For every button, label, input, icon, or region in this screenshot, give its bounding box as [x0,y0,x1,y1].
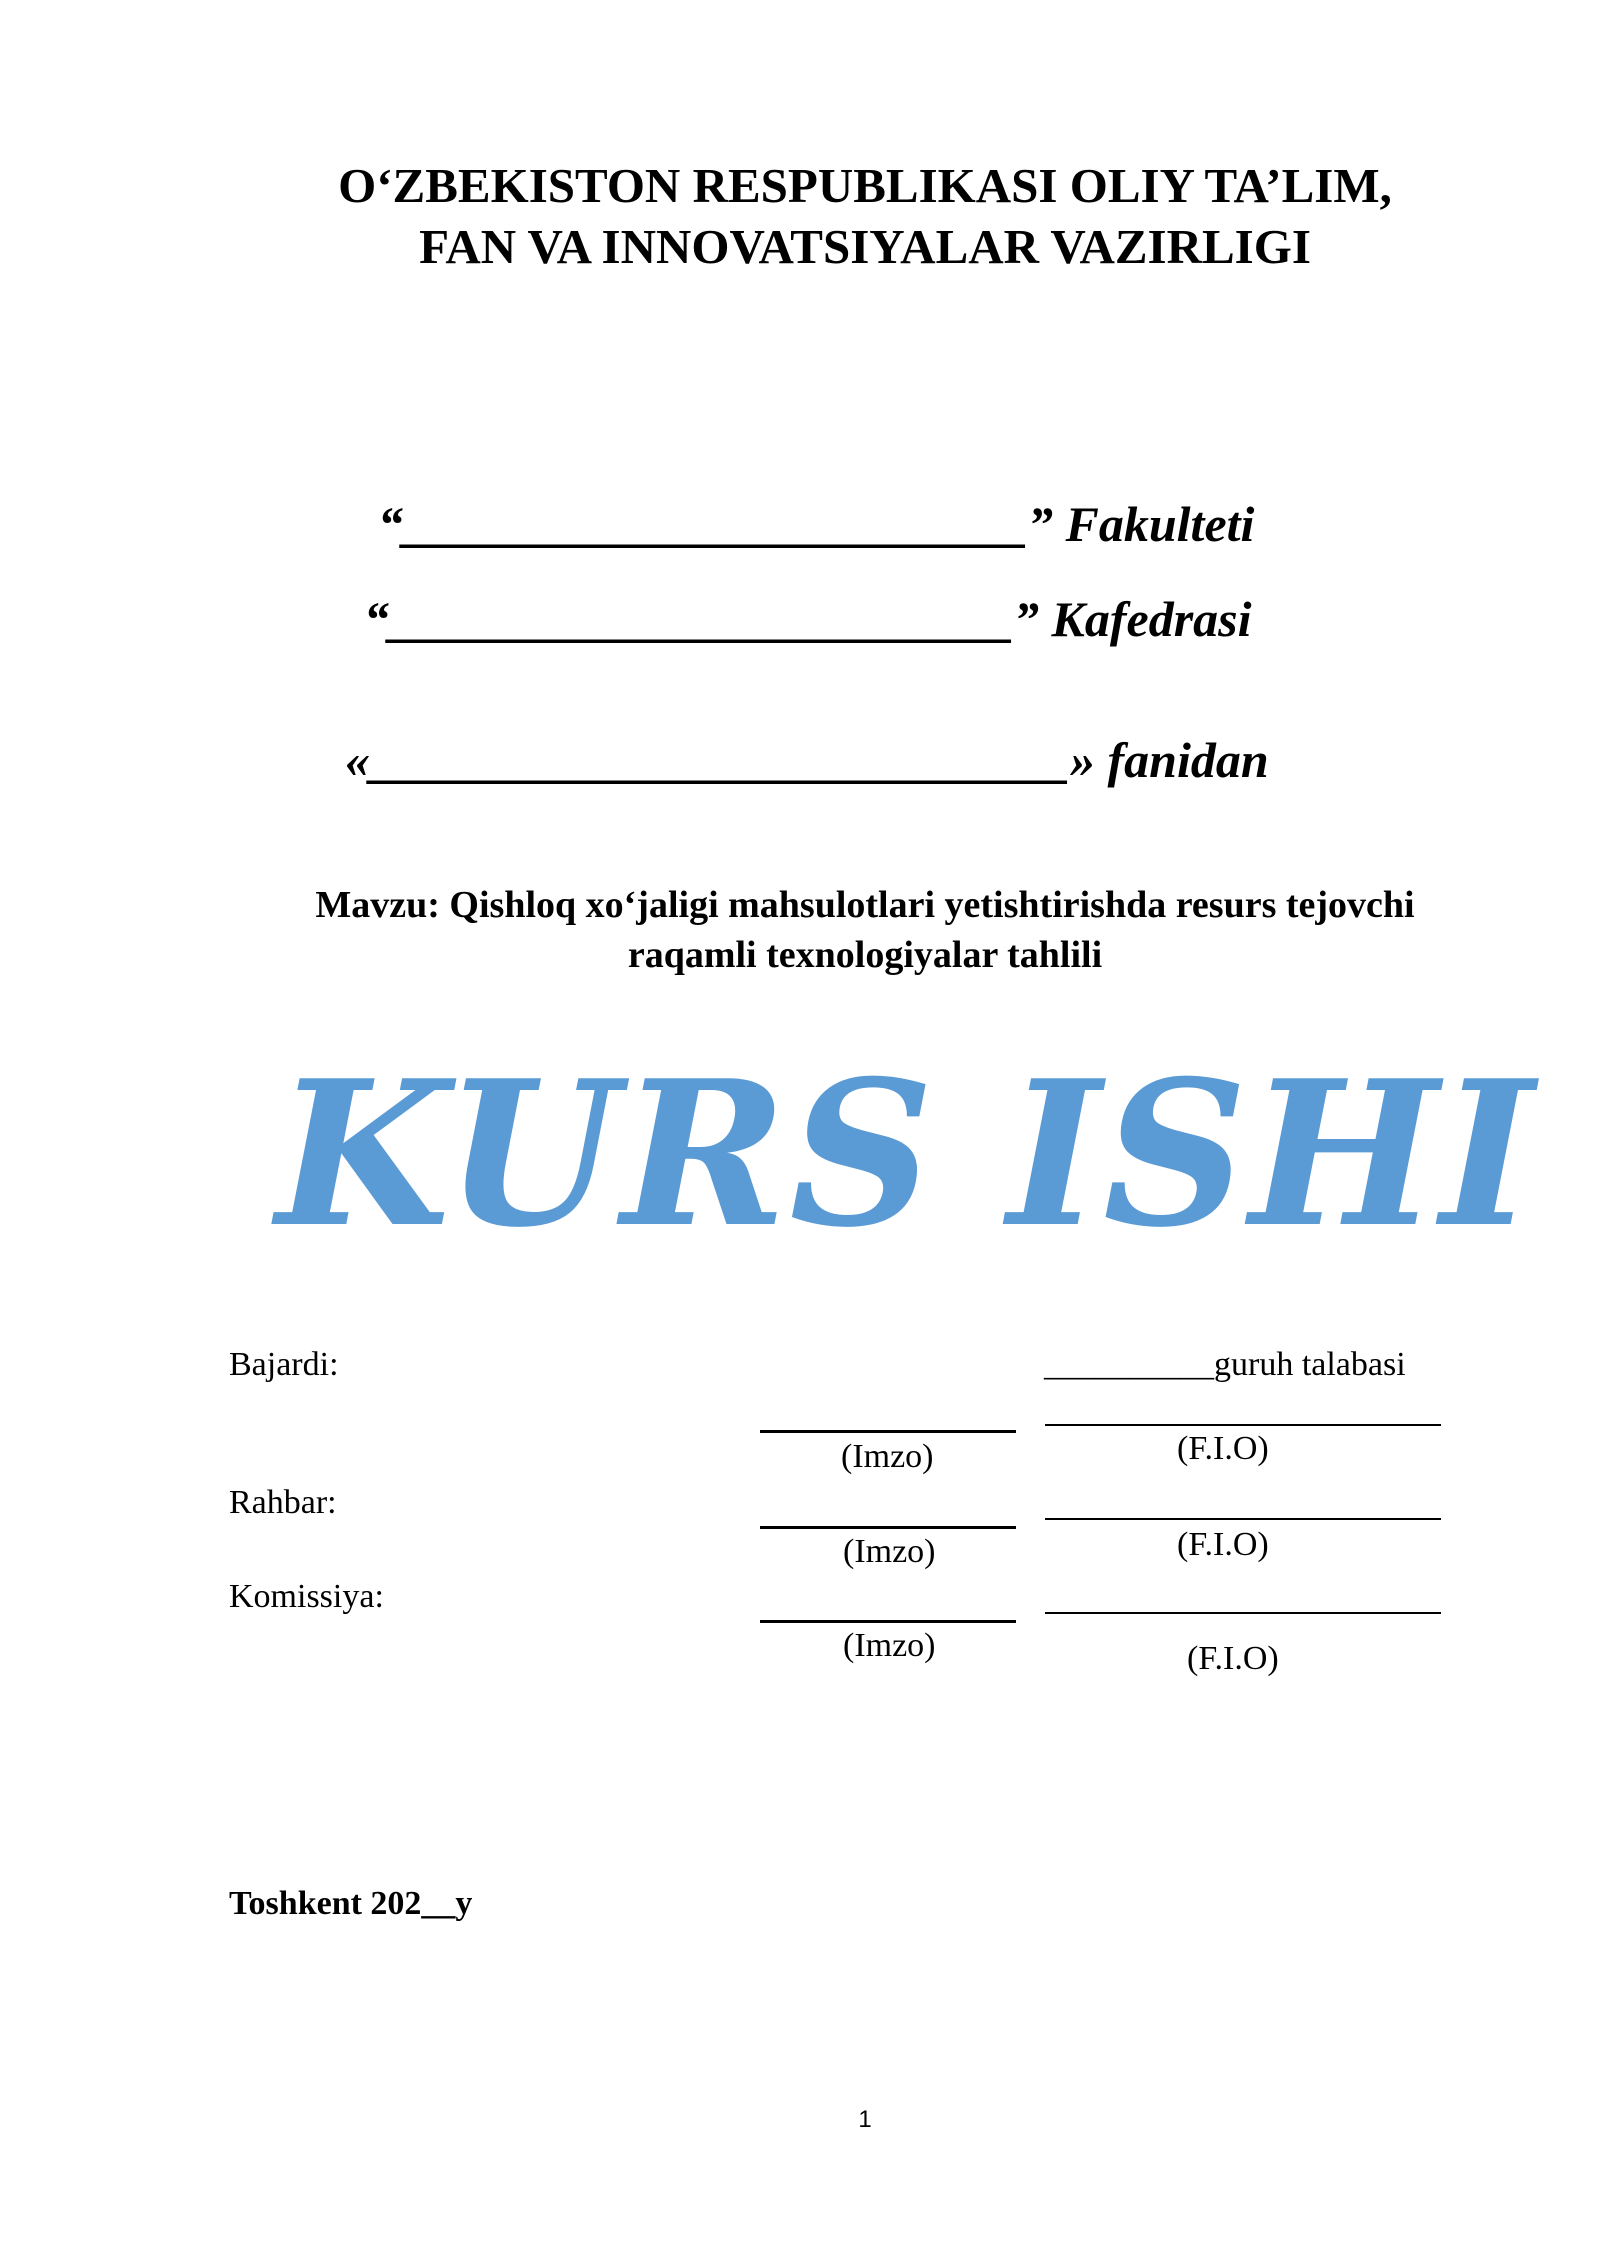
performer-label: Bajardi: [229,1346,339,1383]
ministry-line-1: O‘ZBEKISTON RESPUBLIKASI OLIY TA’LIM, [338,158,1392,213]
supervisor-signature-caption: (Imzo) [843,1533,936,1570]
topic [0,880,1600,980]
commission-label: Komissiya: [229,1578,384,1615]
supervisor-signature-line [760,1526,1016,1529]
commission-signature-caption: (Imzo) [843,1627,936,1664]
supervisor-name-caption: (F.I.O) [1177,1526,1269,1563]
ministry-line-2: FAN VA INNOVATSIYALAR VAZIRLIGI [419,219,1311,274]
commission-name-caption: (F.I.O) [1187,1640,1279,1677]
performer-signature-line [760,1430,1016,1433]
performer-name-caption: (F.I.O) [1177,1430,1269,1467]
group-student-text: __________guruh talabasi [1044,1346,1406,1383]
city-year: Toshkent 202__y [229,1885,473,1922]
topic-line-1: Mavzu: Qishloq xo‘jaligi mahsulotlari yetishtirishda resurs tejovchi [315,884,1415,926]
supervisor-name-line [1045,1518,1441,1520]
faculty-line: “_________________________” Fakulteti [378,496,1255,552]
ministry-header [0,155,1600,277]
subject-line: «____________________________» fanidan [345,732,1269,788]
performer-name-line [1045,1424,1441,1426]
page-number: 1 [858,2106,872,2133]
supervisor-label: Rahbar: [229,1484,337,1521]
topic-line-2: raqamli texnologiyalar tahlili [627,934,1103,976]
commission-signature-line [760,1620,1016,1623]
document-title: KURS ISHI [276,1037,1536,1272]
department-line: “_________________________” Kafedrasi [364,591,1252,647]
commission-name-line [1045,1612,1441,1614]
performer-signature-caption: (Imzo) [841,1438,934,1475]
